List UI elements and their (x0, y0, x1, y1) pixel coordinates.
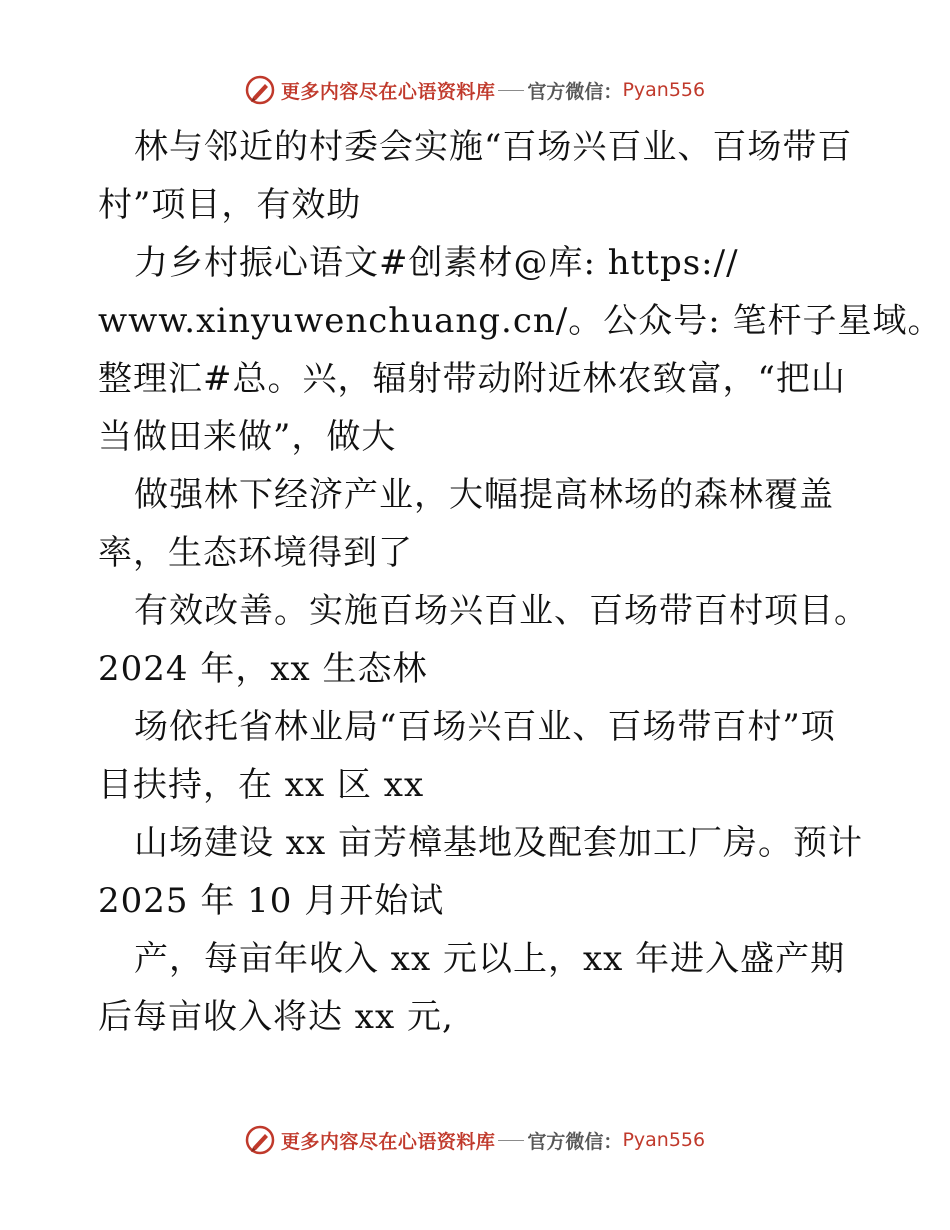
body-line: 有效改善。实施百场兴百业、百场带百村项目。 (134, 591, 869, 631)
header-separator (498, 90, 524, 91)
header-wechat-id: Pyan556 (622, 79, 706, 101)
body-line: 山场建设 xx 亩芳樟基地及配套加工厂房。预计 (134, 823, 863, 863)
pen-logo-icon (245, 75, 275, 105)
body-line: www.xinyuwenchuang.cn/。公众号: 笔杆子星域。 (98, 301, 943, 341)
footer-separator (498, 1140, 524, 1141)
document-body (98, 118, 943, 1046)
header-wechat-label: 官方微信： (527, 80, 623, 103)
footer-wechat-label: 官方微信： (527, 1130, 623, 1153)
body-line: 村”项目，有效助 (98, 185, 362, 225)
body-line: 做强林下经济产业，大幅提高林场的森林覆盖 (134, 475, 834, 515)
body-line: 整理汇#总。兴，辐射带动附近林农致富，“把山 (98, 359, 846, 399)
footer-banner-text: 更多内容尽在心语资料库 (280, 1130, 496, 1153)
header-banner (0, 70, 950, 110)
body-line: 产，每亩年收入 xx 元以上，xx 年进入盛产期 (134, 939, 846, 979)
footer-banner (0, 1120, 950, 1160)
body-line: 目扶持，在 xx 区 xx (98, 765, 425, 805)
footer-wechat-id: Pyan556 (622, 1129, 706, 1151)
header-banner-text: 更多内容尽在心语资料库 (280, 80, 496, 103)
body-line: 当做田来做”，做大 (98, 417, 397, 457)
body-line: 林与邻近的村委会实施“百场兴百业、百场带百 (134, 127, 853, 167)
body-line: 后每亩收入将达 xx 元, (98, 997, 454, 1037)
body-line: 2025 年 10 月开始试 (98, 881, 445, 921)
body-line: 场依托省林业局“百场兴百业、百场带百村”项 (134, 707, 836, 747)
body-line: 2024 年，xx 生态林 (98, 649, 428, 689)
body-line: 率，生态环境得到了 (98, 533, 413, 573)
pen-logo-icon (245, 1125, 275, 1155)
body-line: 力乡村振心语文#创素材@库: https:// (134, 243, 739, 283)
